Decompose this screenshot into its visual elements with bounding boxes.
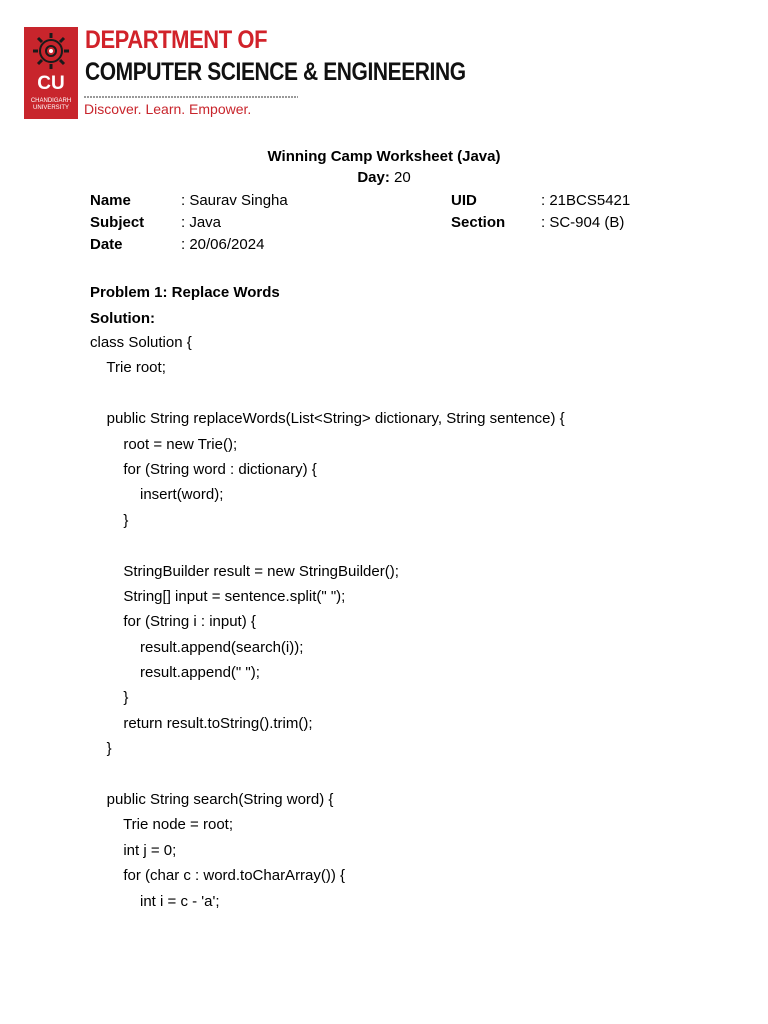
code-line: for (String word : dictionary) {: [90, 460, 317, 478]
code-line: insert(word);: [90, 486, 224, 504]
university-logo: [24, 27, 78, 119]
code-line: StringBuilder result = new StringBuilder();: [90, 562, 399, 580]
code-line: Trie node = root;: [90, 816, 233, 834]
worksheet-title: Winning Camp Worksheet (Java): [267, 148, 501, 165]
day-value: 20: [389, 169, 411, 186]
code-line: result.append(search(i));: [90, 638, 304, 656]
name-label: Name: [90, 192, 131, 209]
code-line: int i = c - 'a';: [90, 892, 220, 910]
section-label: Section: [451, 214, 506, 231]
solution-label: Solution:: [90, 310, 155, 327]
header-divider: [84, 96, 298, 98]
code-line: root = new Trie();: [90, 435, 238, 453]
logo-cu-text: CU: [37, 73, 65, 94]
code-line: return result.toString().trim();: [90, 714, 313, 732]
code-line: [90, 762, 565, 787]
code-line: [90, 533, 565, 558]
code-line: String[] input = sentence.split(" ");: [90, 587, 346, 605]
day-line: [0, 169, 768, 186]
code-line: int j = 0;: [90, 841, 177, 859]
code-line: public String search(String word) {: [90, 791, 334, 809]
day-label: Day:: [357, 169, 390, 186]
code-line: for (char c : word.toCharArray()) {: [90, 867, 346, 885]
code-line: for (String i : input) {: [90, 613, 256, 631]
code-line: result.append(" ");: [90, 664, 260, 682]
date-label: Date: [90, 236, 123, 253]
uid-label: UID: [451, 192, 477, 209]
section-value: : SC-904 (B): [541, 214, 625, 231]
gear-emblem-icon: [24, 27, 78, 77]
problem-title: Problem 1: Replace Words: [90, 284, 280, 301]
code-line: class Solution {: [90, 334, 192, 351]
code-block: [90, 330, 565, 914]
date-value: : 20/06/2024: [181, 236, 265, 253]
code-line: Trie root;: [90, 359, 166, 377]
code-line: }: [90, 740, 112, 758]
logo-university-name: CHANDIGARH UNIVERSITY: [30, 98, 72, 111]
tagline: Discover. Learn. Empower.: [84, 101, 252, 117]
name-value: : Saurav Singha: [181, 192, 288, 209]
department-title-line1: DEPARTMENT OF: [85, 26, 268, 54]
subject-label: Subject: [90, 214, 145, 231]
uid-value: : 21BCS5421: [541, 192, 631, 209]
code-line: }: [90, 511, 129, 529]
department-title-line2: COMPUTER SCIENCE & ENGINEERING: [85, 58, 466, 86]
code-line: }: [90, 689, 129, 707]
subject-value: : Java: [181, 214, 222, 231]
code-line: [90, 381, 565, 406]
code-line: public String replaceWords(List<String> dictionary, String sentence) {: [90, 410, 565, 428]
